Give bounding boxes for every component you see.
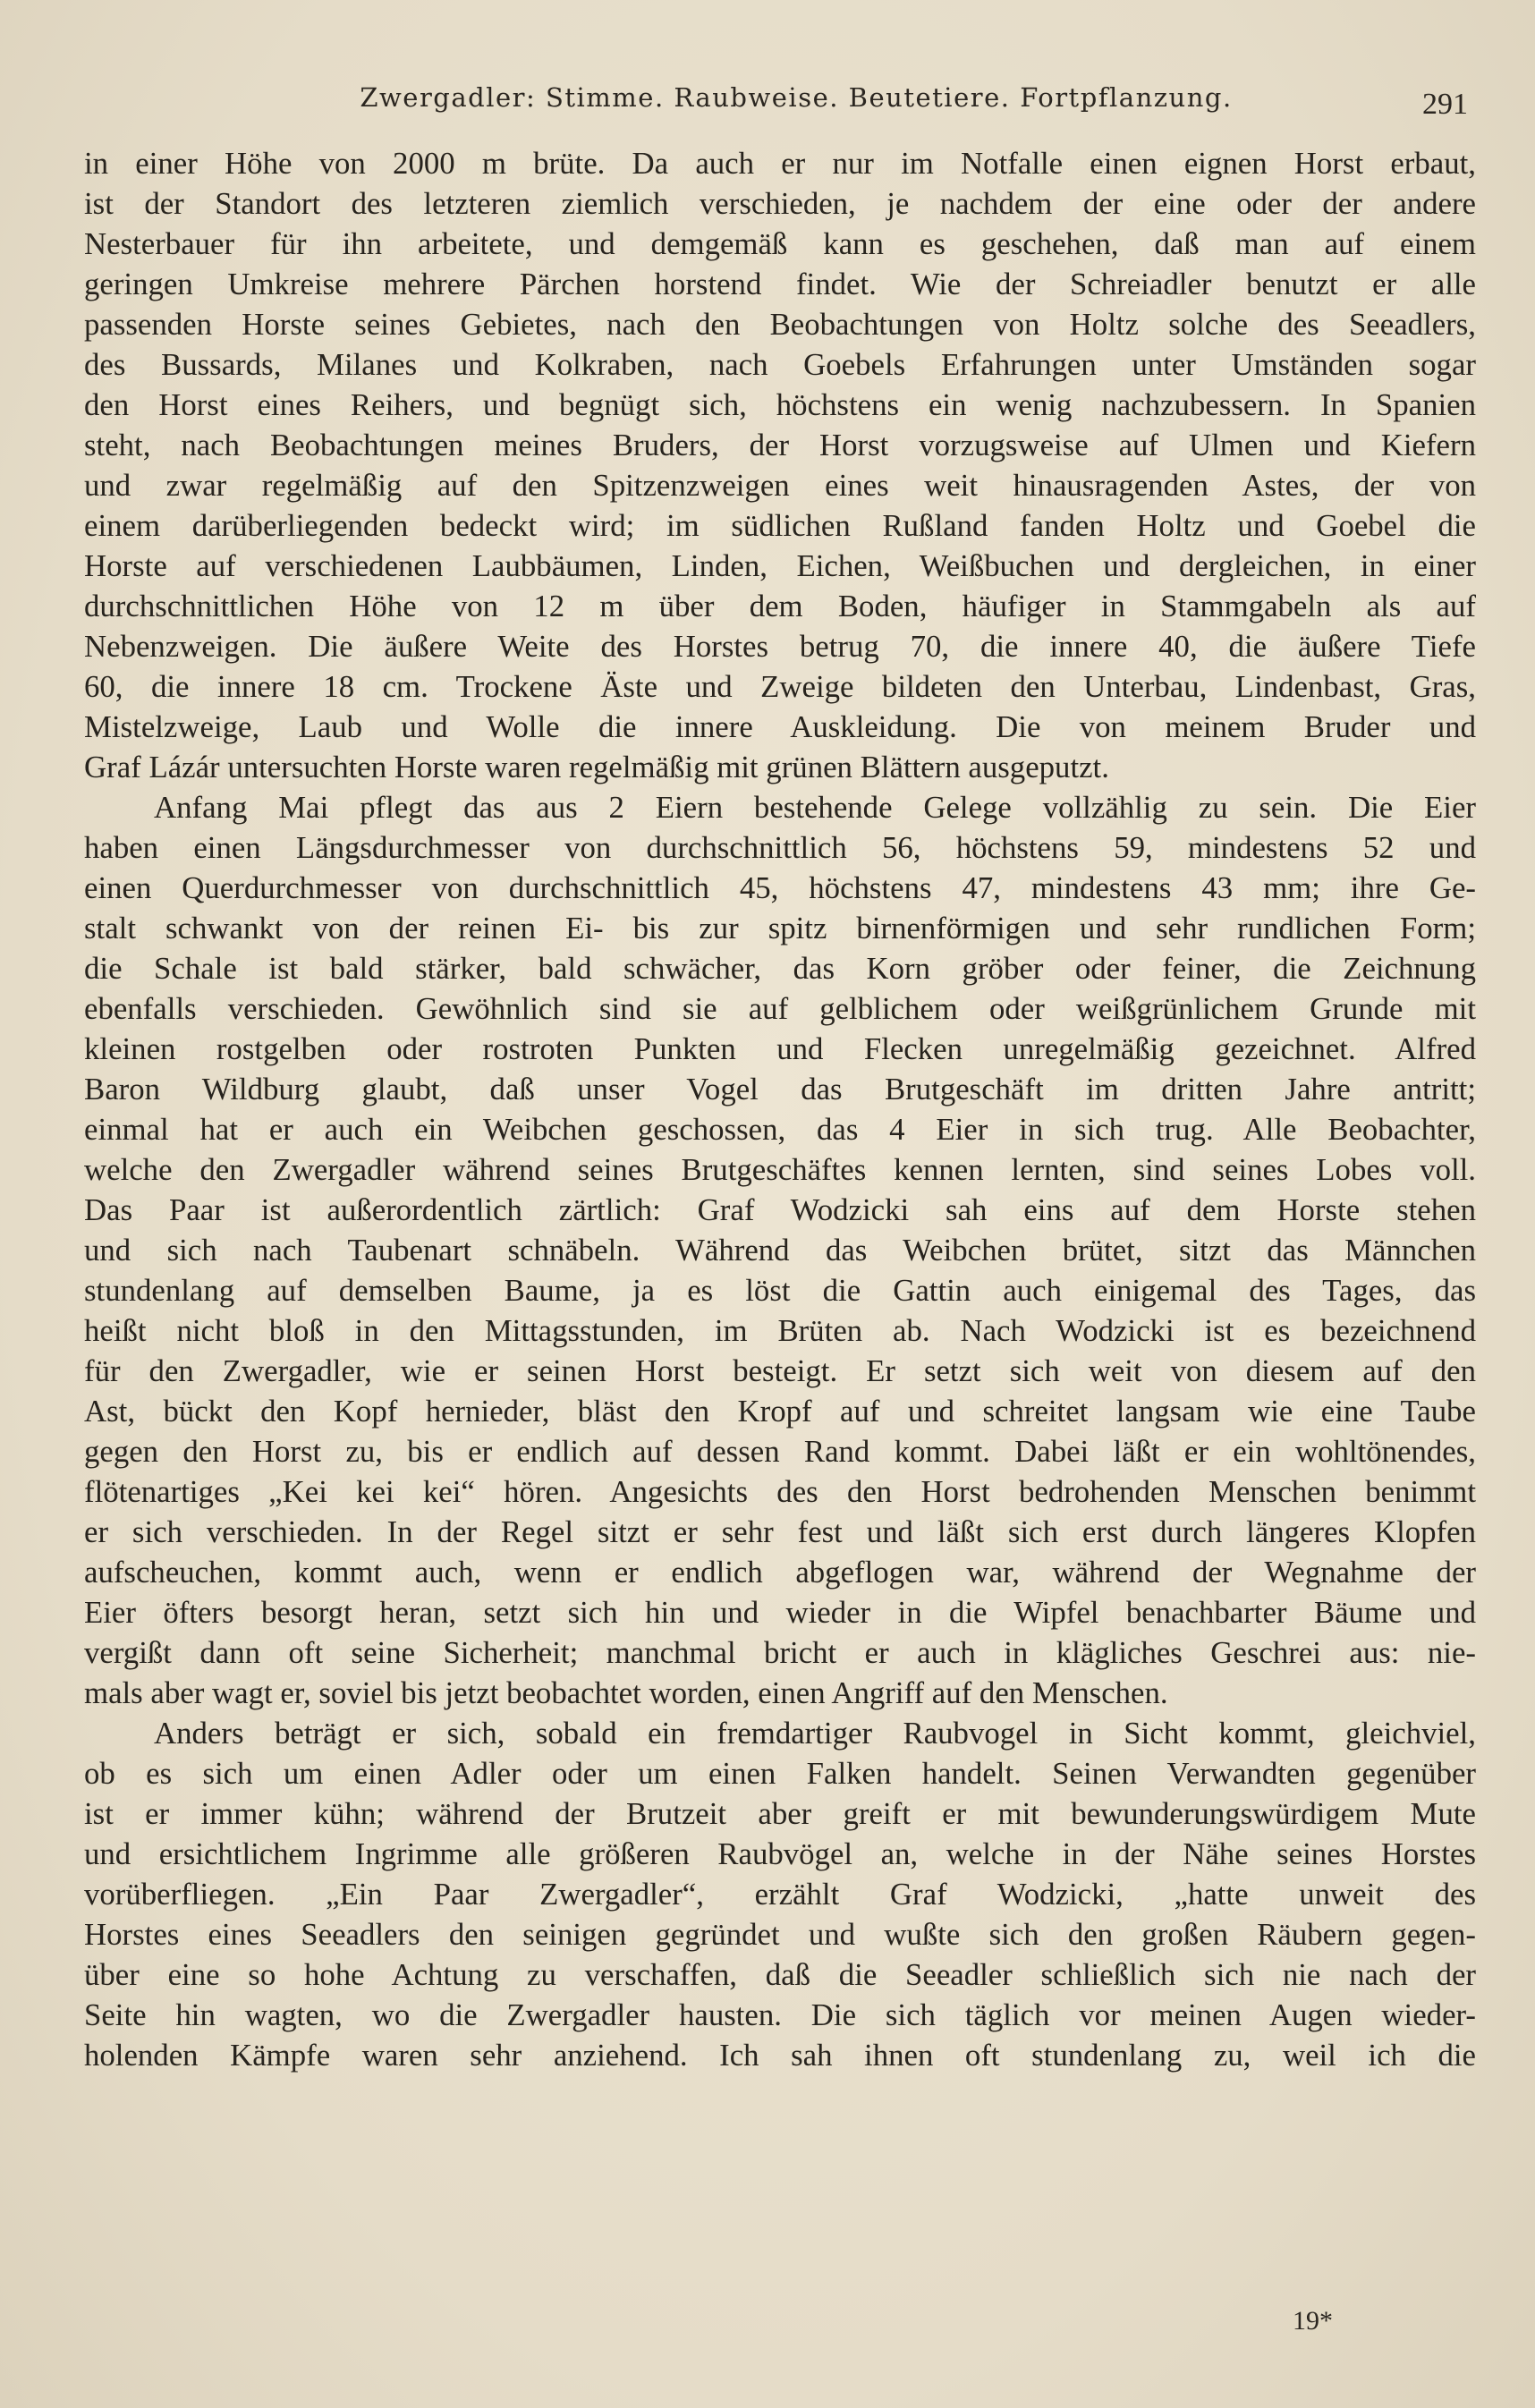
text-line: Eier öfters besorgt heran, setzt sich hin und wieder in die Wipfel benachbarter Bäume und <box>84 1595 1476 1630</box>
text-line: Anfang Mai pflegt das aus 2 Eiern bestehende Gelege vollzählig zu sein. Die Eier <box>154 790 1476 825</box>
text-line: und sich nach Taubenart schnäbeln. Während das Weibchen brütet, sitzt das Männchen <box>84 1233 1476 1268</box>
text-line: vorüberfliegen. „Ein Paar Zwergadler“, erzählt Graf Wodzicki, „hatte unweit des <box>84 1877 1476 1912</box>
text-line: ist er immer kühn; während der Brutzeit aber greift er mit bewunderungswürdigem Mute <box>84 1796 1476 1831</box>
text-line: Nesterbauer für ihn arbeitete, und demgemäß kann es geschehen, daß man auf einem <box>84 226 1476 261</box>
text-line: in einer Höhe von 2000 m brüte. Da auch er nur im Notfalle einen eignen Horst erbaut, <box>84 146 1476 181</box>
text-line: für den Zwergadler, wie er seinen Horst besteigt. Er setzt sich weit von diesem auf den <box>84 1353 1476 1388</box>
text-line: er sich verschieden. In der Regel sitzt er sehr fest und läßt sich erst durch längeres Klopfen <box>84 1514 1476 1549</box>
text-line: ebenfalls verschieden. Gewöhnlich sind sie auf gelblichem oder weißgrünlichem Grunde mit <box>84 991 1476 1026</box>
text-line: Graf Lázár untersuchten Horste waren regelmäßig mit grünen Blättern ausgeputzt. <box>84 750 1109 784</box>
signature-mark: 19* <box>1293 2306 1333 2336</box>
text-line: den Horst eines Reihers, und begnügt sich, höchstens ein wenig nachzubessern. In Spanien <box>84 387 1476 422</box>
text-line: die Schale ist bald stärker, bald schwächer, das Korn gröber oder feiner, die Zeichnung <box>84 951 1476 986</box>
text-line: Das Paar ist außerordentlich zärtlich: Graf Wodzicki sah eins auf dem Horste stehen <box>84 1192 1476 1227</box>
text-line: vergißt dann oft seine Sicherheit; manchmal bricht er auch in klägliches Geschrei aus: nie- <box>84 1635 1476 1670</box>
text-line: durchschnittlichen Höhe von 12 m über dem Boden, häufiger in Stammgabeln als auf <box>84 589 1476 623</box>
text-line: einem darüberliegenden bedeckt wird; im südlichen Rußland fanden Holtz und Goebel die <box>84 508 1476 543</box>
text-line: einmal hat er auch ein Weibchen geschossen, das 4 Eier in sich trug. Alle Beobachter, <box>84 1112 1476 1147</box>
text-line: aufscheuchen, kommt auch, wenn er endlich abgeflogen war, während der Wegnahme der <box>84 1555 1476 1590</box>
text-line: und zwar regelmäßig auf den Spitzenzweigen eines weit hinausragenden Astes, der von <box>84 468 1476 503</box>
text-line: ob es sich um einen Adler oder um einen Falken handelt. Seinen Verwandten gegenüber <box>84 1756 1476 1791</box>
text-line: holenden Kämpfe waren sehr anziehend. Ich sah ihnen oft stundenlang zu, weil ich die <box>84 2038 1476 2073</box>
text-line: Nebenzweigen. Die äußere Weite des Horstes betrug 70, die innere 40, die äußere Tiefe <box>84 629 1476 664</box>
text-line: heißt nicht bloß in den Mittagsstunden, im Brüten ab. Nach Wodzicki ist es bezeichnend <box>84 1313 1476 1348</box>
page-number: 291 <box>1422 88 1468 121</box>
text-line: Baron Wildburg glaubt, daß unser Vogel das Brutgeschäft im dritten Jahre antritt; <box>84 1072 1476 1106</box>
text-line: haben einen Längsdurchmesser von durchschnittlich 56, höchstens 59, mindestens 52 und <box>84 830 1476 865</box>
text-line: Anders beträgt er sich, sobald ein fremdartiger Raubvogel in Sicht kommt, gleichviel, <box>154 1716 1476 1751</box>
text-line: Mistelzweige, Laub und Wolle die innere Auskleidung. Die von meinem Bruder und <box>84 709 1476 744</box>
text-line: flötenartiges „Kei kei kei“ hören. Angesichts des den Horst bedrohenden Menschen benimmt <box>84 1474 1476 1509</box>
text-line: steht, nach Beobachtungen meines Bruders, der Horst vorzugsweise auf Ulmen und Kiefern <box>84 428 1476 462</box>
text-line: passenden Horste seines Gebietes, nach den Beobachtungen von Holtz solche des Seeadlers, <box>84 307 1476 342</box>
text-line: gegen den Horst zu, bis er endlich auf dessen Rand kommt. Dabei läßt er ein wohltönendes, <box>84 1434 1476 1469</box>
text-line: des Bussards, Milanes und Kolkraben, nach Goebels Erfahrungen unter Umständen sogar <box>84 347 1476 382</box>
text-line: kleinen rostgelben oder rostroten Punkten und Flecken unregelmäßig gezeichnet. Alfred <box>84 1031 1476 1066</box>
text-line: ist der Standort des letzteren ziemlich verschieden, je nachdem der eine oder der andere <box>84 186 1476 221</box>
text-line: Horstes eines Seeadlers den seinigen gegründet und wußte sich den großen Räubern gegen- <box>84 1917 1476 1952</box>
body-text <box>84 143 1476 2075</box>
text-line: und ersichtlichem Ingrimme alle größeren Raubvögel an, welche in der Nähe seines Horstes <box>84 1836 1476 1871</box>
text-line: stalt schwankt von der reinen Ei- bis zur spitz birnenförmigen und sehr rundlichen Form; <box>84 911 1476 945</box>
text-line: geringen Umkreise mehrere Pärchen horstend findet. Wie der Schreiadler benutzt er alle <box>84 267 1476 301</box>
text-line: welche den Zwergadler während seines Brutgeschäftes kennen lernten, sind seines Lobes voll. <box>84 1152 1476 1187</box>
text-line: 60, die innere 18 cm. Trockene Äste und Zweige bildeten den Unterbau, Lindenbast, Gras, <box>84 669 1476 704</box>
text-line: stundenlang auf demselben Baume, ja es löst die Gattin auch einigemal des Tages, das <box>84 1273 1476 1308</box>
text-line: Horste auf verschiedenen Laubbäumen, Linden, Eichen, Weißbuchen und dergleichen, in einer <box>84 548 1476 583</box>
text-line: Seite hin wagten, wo die Zwergadler hausten. Die sich täglich vor meinen Augen wieder- <box>84 1997 1476 2032</box>
text-line: Ast, bückt den Kopf hernieder, bläst den Kropf auf und schreitet langsam wie eine Taube <box>84 1394 1476 1429</box>
running-header: Zwergadler: Stimme. Raubweise. Beutetiere. Fortpflanzung. <box>360 82 1233 113</box>
text-line: einen Querdurchmesser von durchschnittlich 45, höchstens 47, mindestens 43 mm; ihre Ge- <box>84 870 1476 905</box>
text-line: über eine so hohe Achtung zu verschaffen, daß die Seeadler schließlich sich nie nach der <box>84 1957 1476 1992</box>
text-line: mals aber wagt er, soviel bis jetzt beobachtet worden, einen Angriff auf den Menschen. <box>84 1675 1168 1710</box>
